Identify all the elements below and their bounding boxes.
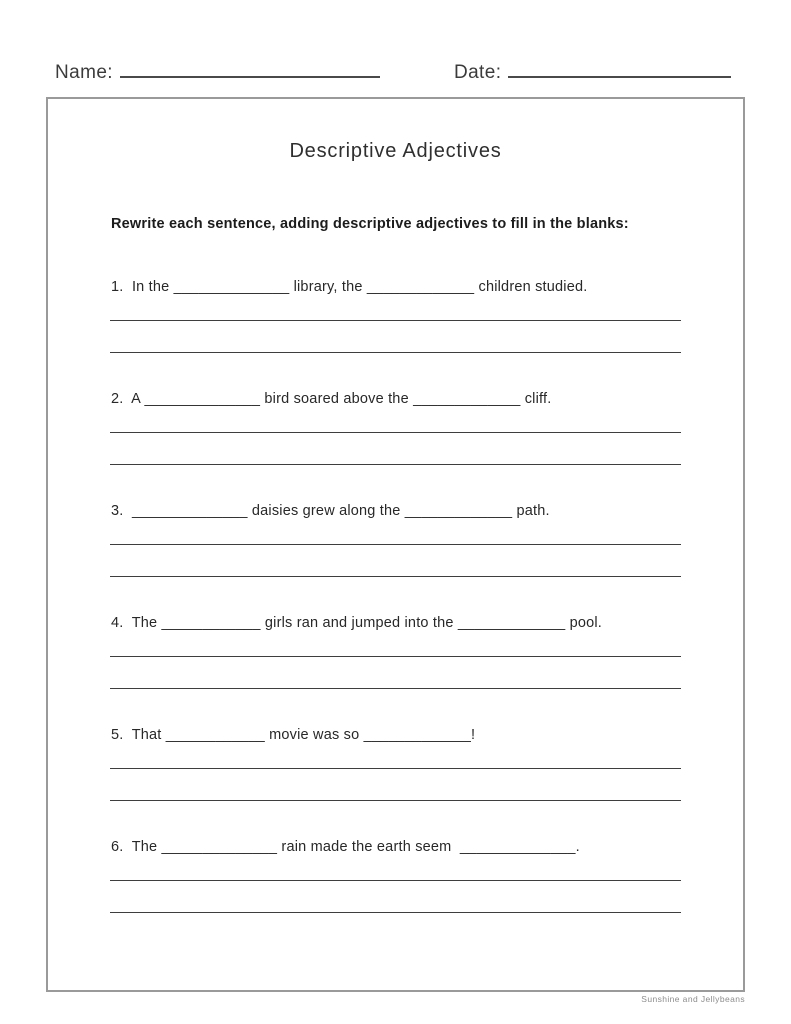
answer-line[interactable] (110, 912, 681, 913)
page-title: Descriptive Adjectives (289, 140, 502, 162)
sentence-text: 3. ______________ daisies grew along the _____________ path. (111, 503, 550, 519)
answer-line[interactable] (110, 656, 681, 657)
sentence-text: 2. A ______________ bird soared above the _____________ cliff. (111, 391, 552, 407)
name-label: Name: (55, 62, 113, 83)
exercise-item-2 (48, 389, 743, 465)
answer-line[interactable] (110, 464, 681, 465)
answer-line[interactable] (110, 576, 681, 577)
exercise-item-4 (48, 613, 743, 689)
header (55, 60, 745, 84)
exercise-item-5 (48, 725, 743, 801)
sentence-text: 6. The ______________ rain made the earth seem ______________. (111, 839, 580, 855)
exercise-list (48, 277, 743, 913)
exercise-item-6 (48, 837, 743, 913)
answer-line[interactable] (110, 352, 681, 353)
answer-line[interactable] (110, 320, 681, 321)
name-field (55, 60, 380, 84)
name-write-line[interactable] (120, 60, 380, 78)
answer-line[interactable] (110, 688, 681, 689)
exercise-item-3 (48, 501, 743, 577)
sentence-text: 1. In the ______________ library, the _____________ children studied. (111, 279, 588, 295)
date-label: Date: (453, 62, 502, 83)
footer-credit: Sunshine and Jellybeans (641, 994, 745, 1004)
worksheet-box (46, 97, 745, 992)
answer-line[interactable] (110, 544, 681, 545)
date-field (454, 60, 731, 84)
sentence-text: 4. The ____________ girls ran and jumped into the _____________ pool. (111, 615, 603, 631)
exercise-item-1 (48, 277, 743, 353)
answer-line[interactable] (110, 432, 681, 433)
answer-line[interactable] (110, 880, 681, 881)
answer-line[interactable] (110, 800, 681, 801)
answer-line[interactable] (110, 768, 681, 769)
sentence-text: 5. That ____________ movie was so _____________! (111, 727, 476, 743)
date-write-line[interactable] (508, 60, 731, 78)
instruction-text: Rewrite each sentence, adding descriptive adjectives to fill in the blanks: (111, 216, 629, 232)
